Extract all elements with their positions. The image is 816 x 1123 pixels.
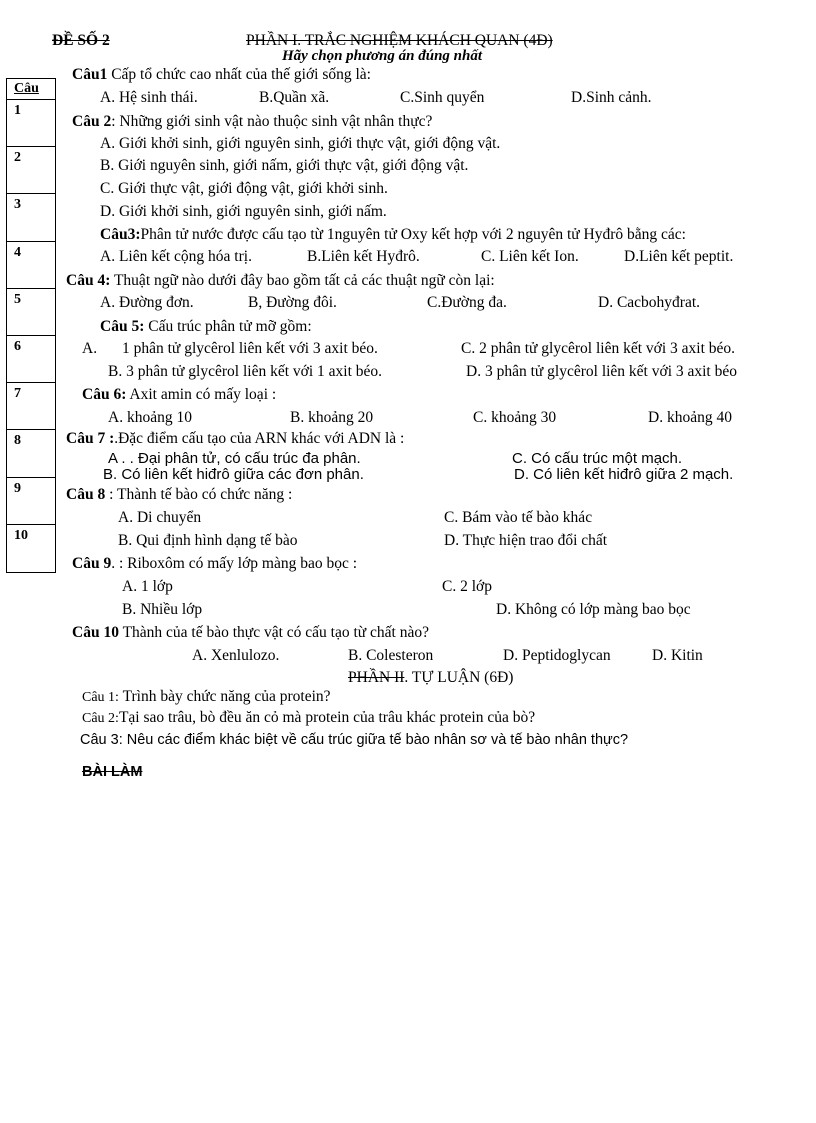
question-text: Phân tử nước được cấu tạo từ 1nguyên tử Oxy kết hợp với 2 nguyên tử Hyđrô bằng các:	[140, 226, 686, 243]
question-label: Câu 8	[66, 486, 106, 503]
q5-option-a-prefix: A.	[82, 340, 98, 357]
essay-question-3: Câu 3: Nêu các điểm khác biệt về cấu trúc giữa tế bào nhân sơ và tế bào nhân thực?	[80, 732, 629, 748]
q6-option-b: B. khoảng 20	[290, 409, 374, 426]
question-text: Cấp tổ chức cao nhất của thế giới sống là:	[111, 66, 371, 83]
question-6	[82, 386, 276, 405]
question-label: Câu3:	[100, 226, 141, 243]
answer-cell[interactable]: 5	[7, 289, 55, 336]
q10-option-a: A. Xenlulozo.	[192, 647, 280, 664]
part1-title: PHẦN I. TRẮC NGHIỆM KHÁCH QUAN (4Đ)	[246, 32, 553, 49]
q7-option-d: D. Có liên kết hiđrô giữa 2 mạch.	[514, 466, 734, 483]
q1-option-c: C.Sinh quyển	[400, 89, 485, 106]
question-label: Câu 9	[72, 555, 112, 572]
question-label: Câu 1:	[82, 690, 119, 705]
q9-option-a: A. 1 lớp	[122, 578, 173, 595]
question-text: : Thành tế bào có chức năng :	[109, 486, 293, 503]
exam-number: ĐỀ SỐ 2	[52, 32, 110, 49]
q3-option-b: B.Liên kết Hyđrô.	[307, 248, 420, 265]
instruction: Hãy chọn phương án đúng nhất	[282, 48, 483, 64]
q4-option-b: B, Đường đôi.	[248, 294, 337, 311]
answer-cell[interactable]: 8	[7, 430, 55, 477]
question-4	[66, 272, 495, 291]
q9-option-b: B. Nhiều lớp	[122, 601, 203, 618]
question-text: . : Riboxôm có mấy lớp màng bao bọc :	[111, 555, 358, 572]
q2-option-d: D. Giới khởi sinh, giới nguyên sinh, giới nấm.	[100, 203, 387, 220]
answer-cell[interactable]: 6	[7, 336, 55, 383]
question-1	[72, 66, 371, 85]
essay-question-1	[82, 688, 331, 707]
q9-option-d: D. Không có lớp màng bao bọc	[496, 601, 691, 618]
question-text: Tại sao trâu, bò đều ăn cỏ mà protein của trâu khác protein của bò?	[118, 709, 536, 726]
question-label: Câu 2:	[82, 711, 119, 726]
question-label: Câu1	[72, 66, 108, 83]
q6-option-d: D. khoảng 40	[648, 409, 732, 426]
answer-table-header: Câu	[7, 79, 55, 100]
q8-option-b: B. Qui định hình dạng tế bào	[118, 532, 298, 549]
question-7	[66, 430, 404, 449]
question-10	[72, 624, 429, 643]
answer-cell[interactable]: 10	[14, 527, 28, 543]
q4-option-d: D. Cacbohyđrat.	[598, 294, 701, 311]
question-label: Câu 7 :	[66, 430, 115, 447]
part2-title-rest: . TỰ LUẬN (6Đ)	[404, 669, 514, 686]
q4-option-a: A. Đường đơn.	[100, 294, 194, 311]
q5-option-d: D. 3 phân tử glycêrol liên kết với 3 axit béo	[466, 363, 737, 380]
q8-option-a: A. Di chuyển	[118, 509, 202, 526]
q2-option-b: B. Giới nguyên sinh, giới nấm, giới thực vật, giới động vật.	[100, 157, 469, 174]
question-8	[66, 486, 292, 505]
question-label: Câu 6:	[82, 386, 127, 403]
q2-option-a: A. Giới khởi sinh, giới nguyên sinh, giới thực vật, giới động vật.	[100, 135, 501, 152]
q5-option-a: 1 phân tử glycêrol liên kết với 3 axit béo.	[122, 340, 378, 357]
question-label: Câu 2	[72, 113, 112, 130]
essay-question-2	[82, 709, 535, 728]
q8-option-d: D. Thực hiện trao đổi chất	[444, 532, 608, 549]
q9-option-c: C. 2 lớp	[442, 578, 492, 595]
q7-option-c: C. Có cấu trúc một mạch.	[512, 450, 683, 467]
question-text: Thành của tế bào thực vật có cấu tạo từ chất nào?	[122, 624, 429, 641]
q5-option-c: C. 2 phân tử glycêrol liên kết với 3 axit béo.	[461, 340, 736, 357]
question-text: .Đặc điểm cấu tạo của ARN khác với ADN là :	[114, 430, 405, 447]
q7-option-a: A . . Đại phân tử, có cấu trúc đa phân.	[108, 450, 361, 467]
answer-cell[interactable]: 3	[7, 194, 55, 241]
answer-table	[6, 78, 56, 573]
part2-title	[348, 669, 513, 688]
q3-option-d: D.Liên kết peptit.	[624, 248, 734, 265]
question-text: : Những giới sinh vật nào thuộc sinh vật nhân thực?	[111, 113, 433, 130]
question-text: Cấu trúc phân tử mỡ gồm:	[148, 318, 312, 335]
answer-cell[interactable]: 9	[7, 478, 55, 525]
q3-option-c: C. Liên kết Ion.	[481, 248, 579, 265]
q1-option-b: B.Quần xã.	[259, 89, 330, 106]
answer-cell[interactable]: 7	[7, 383, 55, 430]
q3-option-a: A. Liên kết cộng hóa trị.	[100, 248, 252, 265]
question-label: Câu 5:	[100, 318, 145, 335]
q10-option-c: D. Peptidoglycan	[503, 647, 611, 664]
q2-option-c: C. Giới thực vật, giới động vật, giới khởi sinh.	[100, 180, 388, 197]
q10-option-d: D. Kitin	[652, 647, 703, 664]
question-label: Câu 4:	[66, 272, 111, 289]
question-text: Trình bày chức năng của protein?	[122, 688, 331, 705]
answer-cell[interactable]: 1	[7, 100, 55, 147]
q4-option-c: C.Đường đa.	[427, 294, 507, 311]
q6-option-c: C. khoảng 30	[473, 409, 557, 426]
q7-option-b: B. Có liên kết hiđrô giữa các đơn phân.	[103, 466, 364, 483]
answer-cell[interactable]: 4	[7, 242, 55, 289]
q5-option-b: B. 3 phân tử glycêrol liên kết với 1 axit béo.	[108, 363, 383, 380]
q8-option-c: C. Bám vào tế bào khác	[444, 509, 593, 526]
question-5	[100, 318, 312, 337]
part2-title-part: PHẦN II	[348, 669, 405, 686]
q6-option-a: A. khoảng 10	[108, 409, 192, 426]
work-label: BÀI LÀM	[82, 764, 143, 780]
q10-option-b: B. Colesteron	[348, 647, 434, 664]
q1-option-a: A. Hệ sinh thái.	[100, 89, 198, 106]
question-3	[100, 226, 686, 245]
question-text: Thuật ngữ nào dưới đây bao gồm tất cả các thuật ngữ còn lại:	[113, 272, 495, 289]
question-9	[72, 555, 357, 574]
answer-cell[interactable]: 2	[7, 147, 55, 194]
q1-option-d: D.Sinh cảnh.	[571, 89, 652, 106]
question-label: Câu 10	[72, 624, 119, 641]
question-text: Axit amin có mấy loại :	[129, 386, 277, 403]
question-2	[72, 113, 432, 132]
